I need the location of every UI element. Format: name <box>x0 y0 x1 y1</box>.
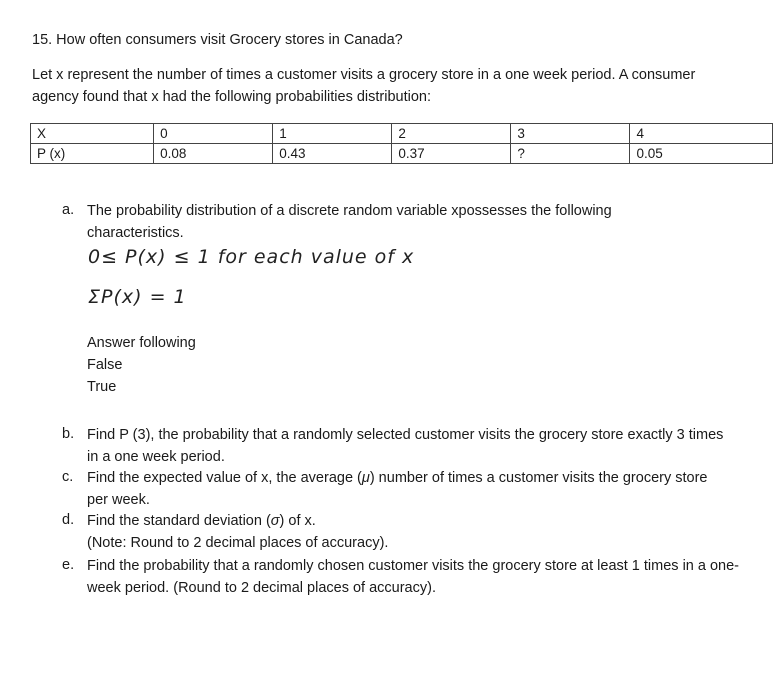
handwritten-line-1: 0≤ P(x) ≤ 1 for each value of x <box>88 246 415 268</box>
part-c-text <box>87 467 727 511</box>
part-c-letter: c. <box>62 469 74 485</box>
answer-prompt: Answer following <box>87 335 196 351</box>
option-true[interactable]: True <box>87 379 117 395</box>
part-d-text-after: ) of x. <box>279 513 316 529</box>
part-b-text: Find P (3), the probability that a randomly selected customer visits the grocery store exactly 3 times in a one week period. <box>87 427 724 465</box>
intro-line-1: Let x represent the number of times a customer visits a grocery store in a one week period. A consumer <box>32 67 696 83</box>
part-b-letter: b. <box>62 426 75 442</box>
table-cell: P (x) <box>31 144 154 164</box>
table-cell: 0 <box>154 124 273 144</box>
part-d-line-2: (Note: Round to 2 decimal places of accuracy). <box>87 535 389 551</box>
intro-line-2: agency found that x had the following probabilities distribution: <box>32 89 432 105</box>
option-false[interactable]: False <box>87 357 123 373</box>
handwritten-line-2: ΣP(x) = 1 <box>88 286 187 308</box>
part-e-text: Find the probability that a randomly chosen customer visits the grocery store at least 1 times in a one-week period. (Round to 2 decimal places of accuracy). <box>87 558 740 596</box>
part-c-text-before: Find the expected value of x, the average ( <box>87 470 362 486</box>
sigma-symbol: σ <box>270 513 280 529</box>
part-d-letter: d. <box>62 512 75 528</box>
table-cell: 0.37 <box>392 144 511 164</box>
table-row-p <box>31 144 773 164</box>
part-d-text-before: Find the standard deviation ( <box>87 513 271 529</box>
part-c-text-after: ) number of times a customer visits the grocery store per week. <box>87 470 708 508</box>
table-cell: 4 <box>630 124 773 144</box>
part-d-line-1 <box>87 510 727 532</box>
part-a-letter: a. <box>62 202 75 218</box>
question-title: 15. How often consumers visit Grocery stores in Canada? <box>32 32 403 48</box>
part-a-text: The probability distribution of a discrete random variable xpossesses the following characteristics. <box>87 203 612 241</box>
table-cell: 0.05 <box>630 144 773 164</box>
mu-symbol: μ <box>361 470 370 486</box>
table-cell: X <box>31 124 154 144</box>
table-cell: 0.43 <box>273 144 392 164</box>
table-cell: 2 <box>392 124 511 144</box>
table-cell: 1 <box>273 124 392 144</box>
table-cell: 0.08 <box>154 144 273 164</box>
part-e-letter: e. <box>62 557 75 573</box>
table-cell: ? <box>511 144 630 164</box>
table-row-x <box>31 124 773 144</box>
table-cell: 3 <box>511 124 630 144</box>
probability-table <box>30 123 773 164</box>
